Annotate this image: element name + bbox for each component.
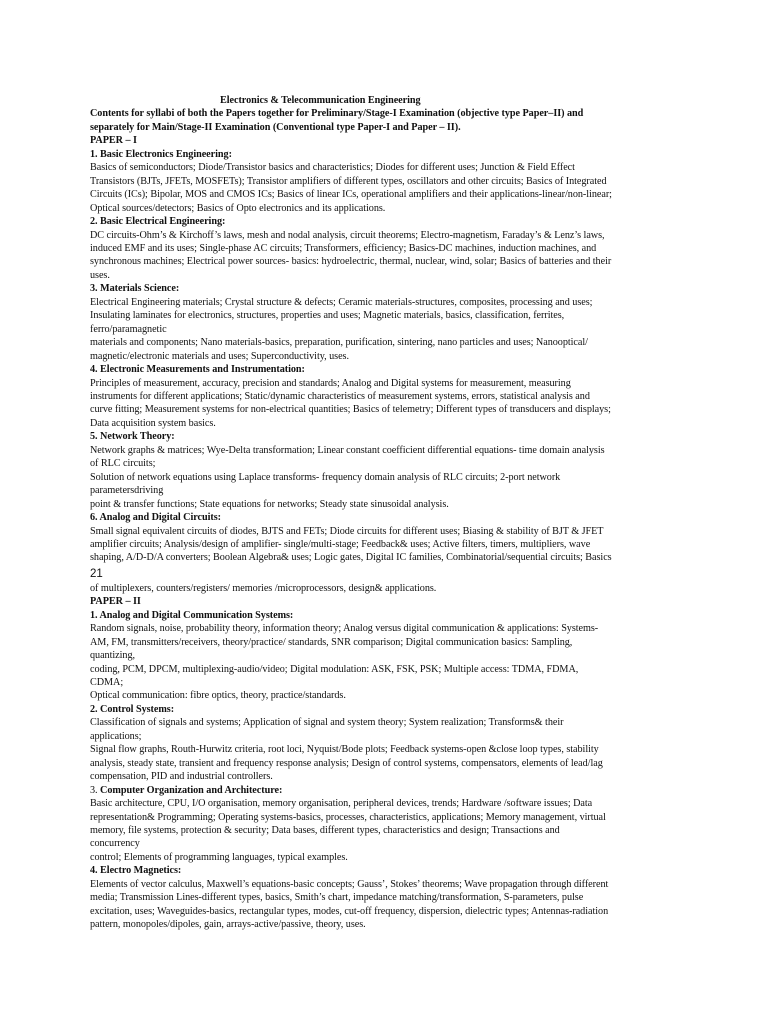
body-text-line: applications;	[90, 730, 142, 742]
body-text-line: media; Transmission Lines-different types, basics, Smith’s chart, impedance matching/transformation, S-parameters, pulse	[90, 892, 584, 904]
body-text-line: materials and components; Nano materials-basics, preparation, purification, sintering, nano particles and uses; Nanooptical/	[90, 337, 588, 349]
body-text-line: point & transfer functions; State equations for networks; Steady state sinusoidal analysis.	[90, 498, 449, 510]
section-heading: 1. Analog and Digital Communication Systems:	[90, 609, 294, 621]
section-heading: 2. Basic Electrical Engineering:	[90, 216, 226, 228]
body-text-line: of multiplexers, counters/registers/ memories /microprocessors, design& applications.	[90, 582, 437, 594]
body-text-line: magnetic/electronic materials and uses; Superconductivity, uses.	[90, 350, 349, 362]
body-text-line: parametersdriving	[90, 485, 164, 497]
body-text-line: DC circuits-Ohm’s & Kirchoff’s laws, mesh and nodal analysis, circuit theorems; Electro-magnetism, Faraday’s & Lenz’s laws,	[90, 229, 605, 241]
body-text-line: Elements of vector calculus, Maxwell’s equations-basic concepts; Gauss’, Stokes’ theorems; Wave propagation through different	[90, 878, 609, 890]
body-text-line: control; Elements of programming languages, typical examples.	[90, 851, 348, 863]
body-text-line: Transistors (BJTs, JFETs, MOSFETs); Transistor amplifiers of different types, oscillators and other circuits; Basics of Integrated	[90, 175, 607, 187]
body-text-line: Signal flow graphs, Routh-Hurwitz criteria, root loci, Nyquist/Bode plots; Feedback systems-open &close loop types, stability	[90, 744, 599, 756]
intro-line: separately for Main/Stage-II Examination (Conventional type Paper-I and Paper – II).	[90, 121, 461, 133]
section-heading: 1. Basic Electronics Engineering:	[90, 148, 232, 160]
body-text-line: Circuits (ICs); Bipolar, MOS and CMOS ICs; Basics of linear ICs, operational amplifiers and their applications-linear/non-linear;	[90, 189, 612, 201]
document-title: Electronics & Telecommunication Engineering	[220, 95, 421, 106]
body-text-line: representation& Programming; Operating systems-basics, processes, characteristics, applications; Memory management, virtual	[90, 811, 606, 823]
body-text-line: pattern, monopoles/dipoles, gain, arrays-active/passive, theory, uses.	[90, 919, 366, 931]
body-text-line: Optical sources/detectors; Basics of Opto electronics and its applications.	[90, 202, 386, 214]
intro-line: Contents for syllabi of both the Papers together for Preliminary/Stage-I Examination (objective type Paper–II) and	[90, 108, 584, 120]
section-heading: 3. Materials Science:	[90, 283, 180, 295]
section-heading	[90, 784, 684, 797]
section-title: Computer Organization and Architecture:	[100, 784, 283, 796]
body-text-line: Small signal equivalent circuits of diodes, BJTS and FETs; Diode circuits for different uses; Biasing & stability of BJT & JFET	[90, 525, 604, 537]
body-text-line: compensation, PID and industrial controllers.	[90, 771, 273, 783]
body-text-line: shaping, A/D-D/A converters; Boolean Algebra& uses; Logic gates, Digital IC families, Combinatorial/sequential circuits; Basics	[90, 552, 612, 564]
body-text-line: quantizing,	[90, 650, 136, 662]
body-text-line: Principles of measurement, accuracy, precision and standards; Analog and Digital systems for measurement, measuring	[90, 377, 571, 389]
section-heading: 5. Network Theory:	[90, 431, 175, 443]
section-heading: 4. Electro Magnetics:	[90, 865, 182, 877]
body-text-line: Electrical Engineering materials; Crystal structure & defects; Ceramic materials-structures, composites, processing and uses;	[90, 296, 593, 308]
body-text-line: coding, PCM, DPCM, multiplexing-audio/video; Digital modulation: ASK, FSK, PSK; Multiple access: TDMA, FDMA,	[90, 663, 579, 675]
body-text-line: induced EMF and its uses; Single-phase AC circuits; Transformers, efficiency; Basics-DC machines, induction machines, and	[90, 242, 597, 254]
body-text-line: Classification of signals and systems; Application of signal and system theory; System realization; Transforms& their	[90, 717, 564, 729]
document-page	[90, 94, 684, 932]
body-text-line: Basic architecture, CPU, I/O organisation, memory organisation, peripheral devices, trends; Hardware /software issues; Data	[90, 798, 593, 810]
body-text-line: memory, file systems, protection & security; Data bases, different types, characteristics and design; Transactions and	[90, 825, 560, 837]
body-text-line: curve fitting; Measurement systems for non-electrical quantities; Basics of telemetry; Different types of transducers and displays;	[90, 404, 611, 416]
body-text-line: instruments for different applications; Static/dynamic characteristics of measurement systems, errors, statistical analysis and	[90, 390, 590, 402]
body-text-line: uses.	[90, 269, 110, 281]
section-heading: 6. Analog and Digital Circuits:	[90, 512, 221, 524]
body-text-line: ferro/paramagnetic	[90, 323, 167, 335]
body-text-line: AM, FM, transmitters/receivers, theory/practice/ standards, SNR comparison; Digital communication basics: Sampling,	[90, 636, 573, 648]
body-text-line: concurrency	[90, 838, 140, 850]
body-text-line: Optical communication: fibre optics, theory, practice/standards.	[90, 690, 346, 702]
page-number: 21	[90, 567, 103, 580]
section-heading: 4. Electronic Measurements and Instrumentation:	[90, 364, 305, 376]
body-text-line: Network graphs & matrices; Wye-Delta transformation; Linear constant coefficient differential equations- time domain analysis	[90, 444, 605, 456]
body-text-line: Basics of semiconductors; Diode/Transistor basics and characteristics; Diodes for different uses; Junction & Field Effect	[90, 162, 575, 174]
body-text-line: CDMA;	[90, 677, 124, 689]
body-text-line: of RLC circuits;	[90, 458, 156, 470]
body-text-line: amplifier circuits; Analysis/design of amplifier- single/multi-stage; Feedback& uses; Active filters, timers, multipliers, wave	[90, 538, 591, 550]
section-heading: 2. Control Systems:	[90, 703, 175, 715]
body-text-line: Solution of network equations using Laplace transforms- frequency domain analysis of RLC circuits; 2-port network	[90, 471, 561, 483]
body-text-line: Data acquisition system basics.	[90, 417, 216, 429]
section-heading: PAPER – II	[90, 596, 141, 608]
body-text-line: synchronous machines; Electrical power sources- basics: hydroelectric, thermal, nuclear, wind, solar; Basics of batteries and their	[90, 256, 612, 268]
syllabus-body	[90, 134, 684, 931]
body-text-line: analysis, steady state, transient and frequency response analysis; Design of control systems, compensators, elements of lead/lag	[90, 757, 603, 769]
body-text-line: Insulating laminates for electronics, structures, properties and uses; Magnetic materials, basics, classification, ferrites,	[90, 310, 565, 322]
body-text-line: Random signals, noise, probability theory, information theory; Analog versus digital communication & applications: Systems-	[90, 623, 599, 635]
section-heading: PAPER – I	[90, 135, 137, 147]
section-number: 3.	[90, 784, 101, 796]
body-text-line: excitation, uses; Waveguides-basics, rectangular types, modes, cut-off frequency, dispersion, dielectric types; Antennas-radiation	[90, 905, 609, 917]
